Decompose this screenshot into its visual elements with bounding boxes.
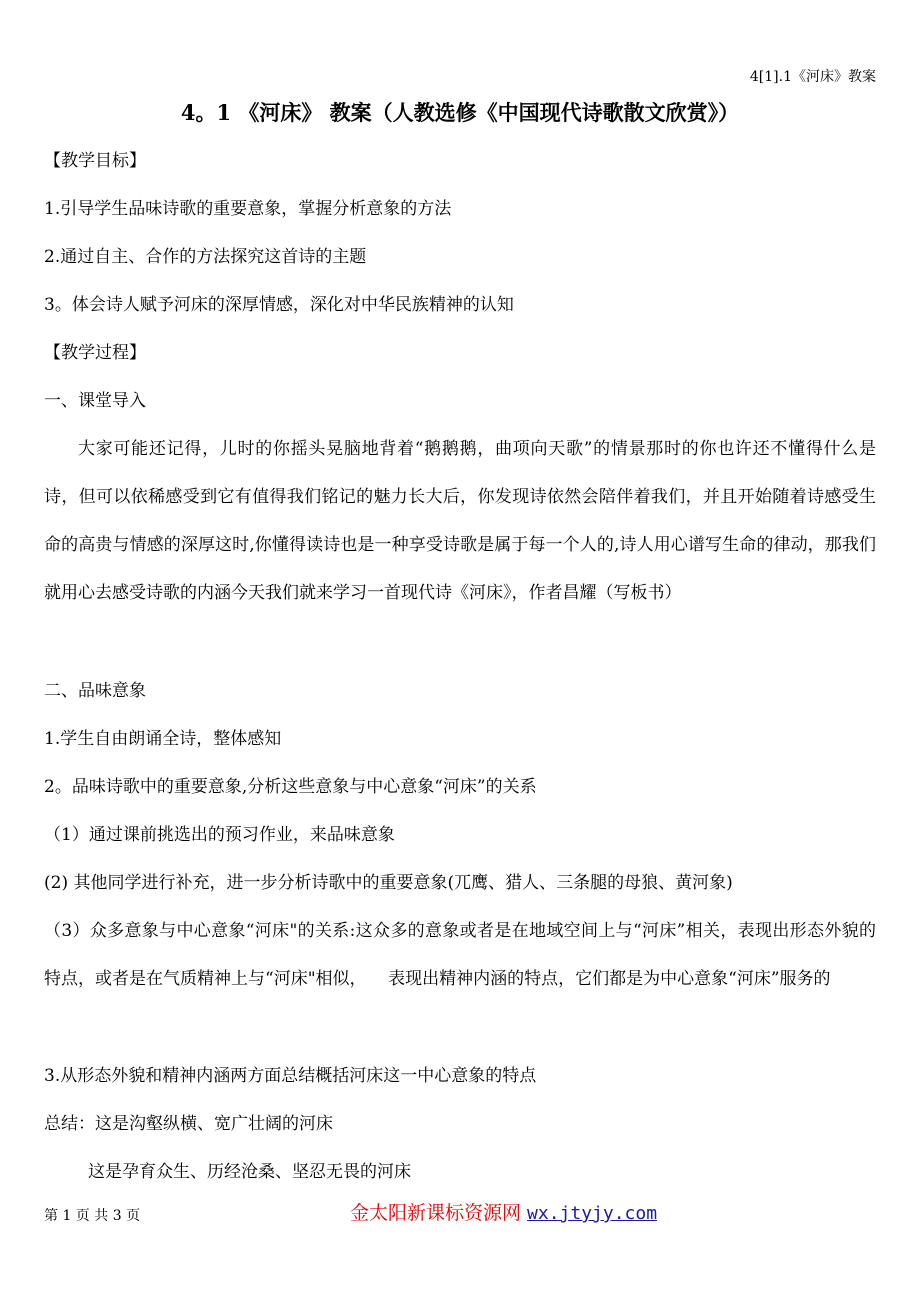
brand-name: 金太阳新课标资源网: [350, 1202, 522, 1224]
step-2: 2。品味诗歌中的重要意象,分析这些意象与中心意象“河床”的关系: [44, 777, 537, 797]
intro-paragraph: 大家可能还记得，儿时的你摇头晃脑地背着“鹅鹅鹅，曲项向天歌”的情景那时的你也许还不懂得什么是诗，但可以依稀感受到它有值得我们铭记的魅力长大后，你发现诗依然会陪伴着我们，并且开始随着诗感受生命的高贵与情感的深厚这时,你懂得读诗也是一种享受诗歌是属于每一个人的,诗人用心谱写生命的律动，那我们就用心去感受诗歌的内涵今天我们就来学习一首现代诗《河床》，作者昌耀（写板书）: [44, 439, 876, 603]
footer-brand: [350, 1198, 657, 1225]
summary-1: 总结：这是沟壑纵横、宽广壮阔的河床: [44, 1114, 333, 1134]
sub-1: （1）通过课前挑选出的预习作业，来品味意象: [44, 825, 395, 845]
page-title: 4。1 《河床》 教案（人教选修《中国现代诗歌散文欣赏》）: [180, 100, 740, 125]
part-1-heading: 一、课堂导入: [44, 391, 146, 411]
goals-heading: 【教学目标】: [44, 151, 146, 171]
sub-3-block: [44, 907, 876, 1003]
goal-1: 1.引导学生品味诗歌的重要意象，掌握分析意象的方法: [44, 199, 452, 219]
process-heading: 【教学过程】: [44, 343, 146, 363]
sub-2: (2) 其他同学进行补充，进一步分析诗歌中的重要意象(兀鹰、猎人、三条腿的母狼、黄河象): [44, 873, 733, 893]
brand-url-link[interactable]: wx.jtyjy.com: [527, 1203, 658, 1224]
goal-3: 3。体会诗人赋予河床的深厚情感，深化对中华民族精神的认知: [44, 295, 514, 315]
intro-paragraph-block: [44, 425, 876, 617]
goal-2: 2.通过自主、合作的方法探究这首诗的主题: [44, 247, 367, 267]
sub-3: （3）众多意象与中心意象“河床"的关系:这众多的意象或者是在地域空间上与“河床”相关，表现出形态外貌的特点，或者是在气质精神上与“河床"相似， 表现出精神内涵的特点，它们都是为中心意象“河床”服务的: [44, 921, 876, 989]
step-1: 1.学生自由朗诵全诗，整体感知: [44, 729, 282, 749]
step-3: 3.从形态外貌和精神内涵两方面总结概括河床这一中心意象的特点: [44, 1066, 537, 1086]
summary-2: 这是孕育众生、历经沧桑、坚忍无畏的河床: [88, 1162, 411, 1182]
page-number: 第 1 页 共 3 页: [44, 1208, 141, 1224]
header-note: 4[1].1《河床》教案: [749, 69, 876, 85]
part-2-heading: 二、品味意象: [44, 681, 146, 701]
